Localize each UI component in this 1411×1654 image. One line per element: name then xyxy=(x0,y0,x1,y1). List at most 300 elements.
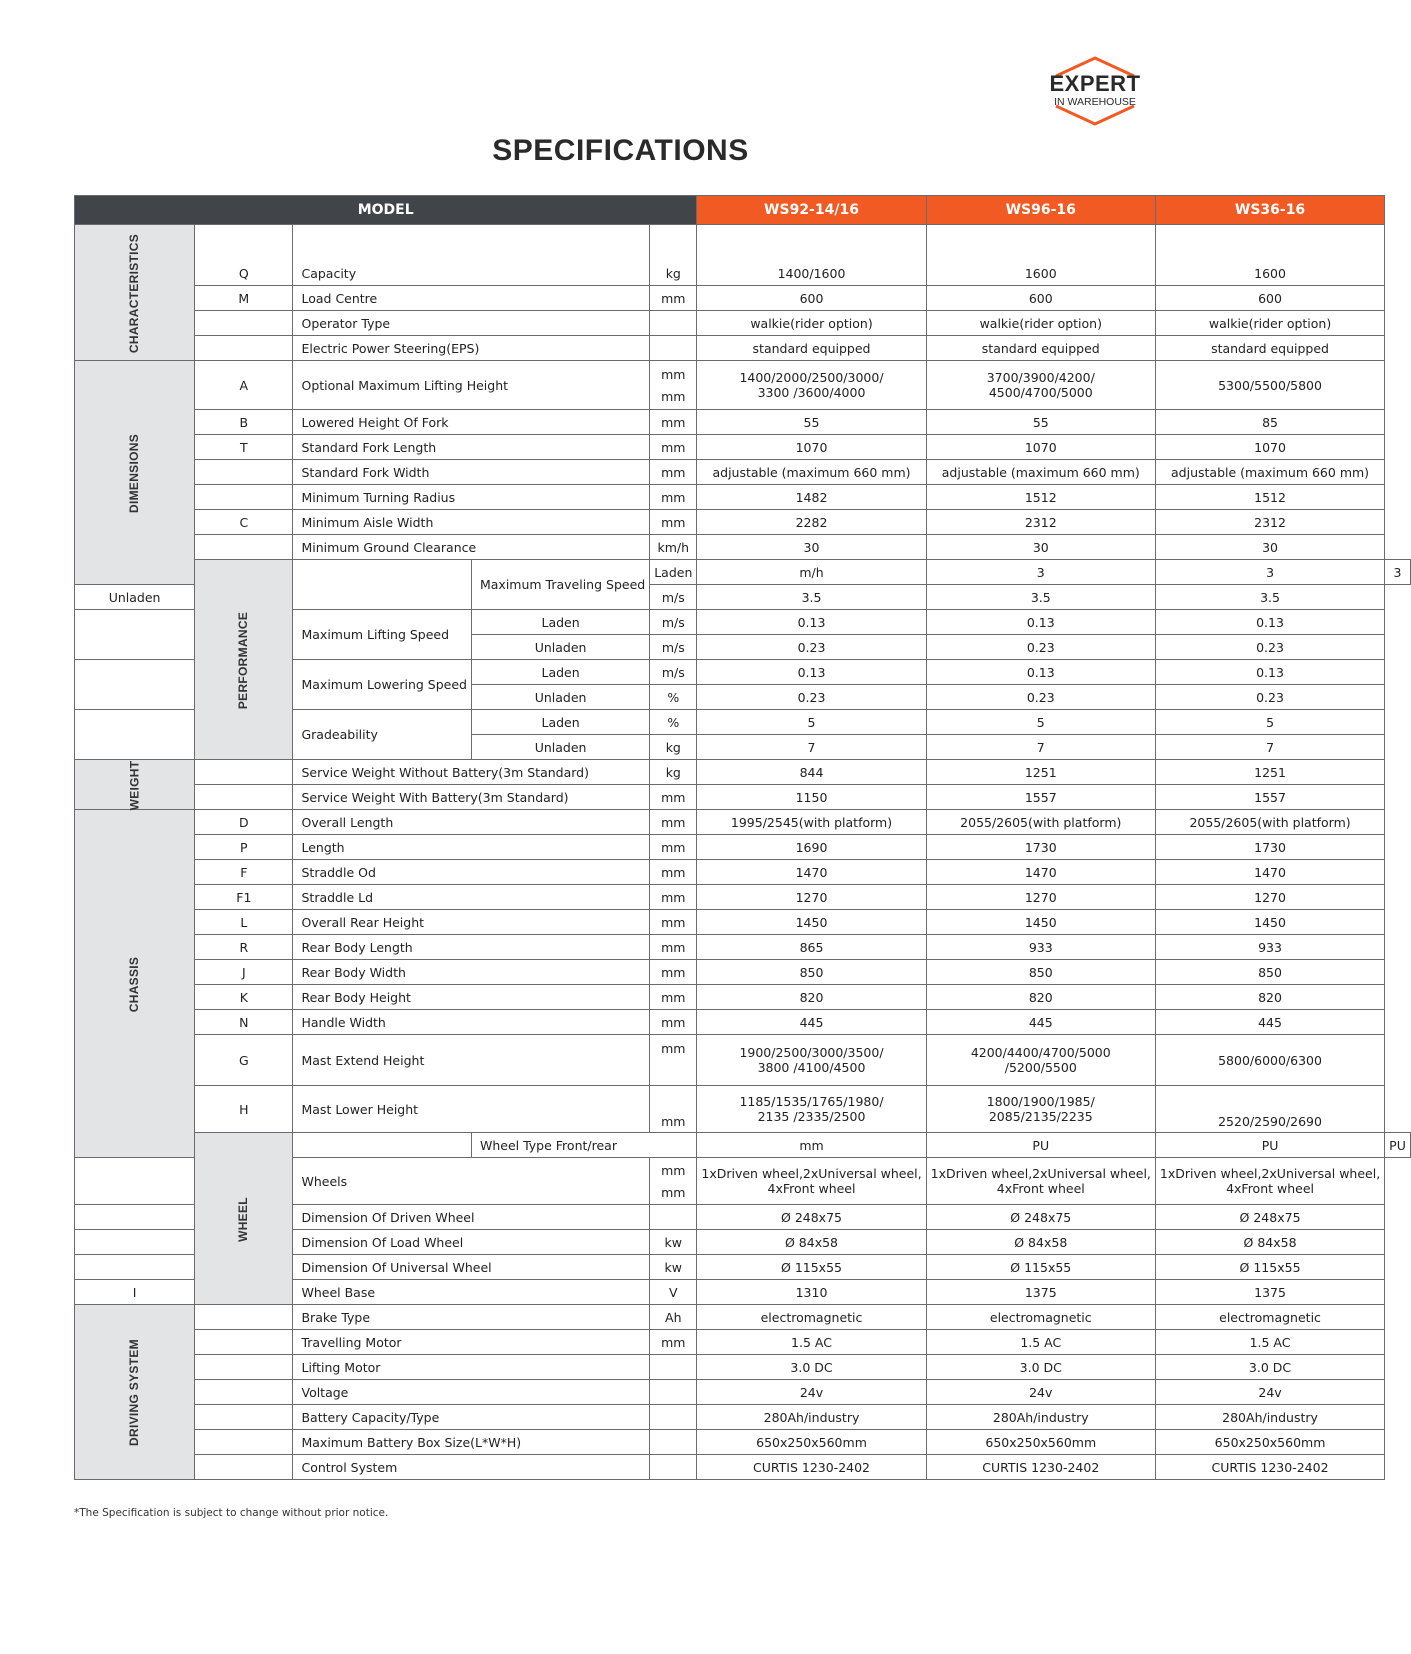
value-cell: 1270 xyxy=(1155,885,1384,910)
value-cell: 24v xyxy=(1155,1380,1384,1405)
row-code: A xyxy=(195,361,293,410)
row-unit xyxy=(650,1355,697,1380)
value-cell: Ø 115x55 xyxy=(697,1255,926,1280)
value-cell: 820 xyxy=(697,985,926,1010)
table-row xyxy=(75,835,1411,860)
table-row xyxy=(75,910,1411,935)
row-code xyxy=(195,1330,293,1355)
value-cell: 1450 xyxy=(1155,910,1384,935)
value-line: 3700/3900/4200/ xyxy=(986,370,1095,385)
category-chassis: CHASSIS xyxy=(75,810,195,1158)
row-label: Maximum Traveling Speed xyxy=(471,560,649,610)
value-cell: 24v xyxy=(926,1380,1155,1405)
row-unit xyxy=(650,311,697,336)
row-label: Overall Rear Height xyxy=(293,910,650,935)
value-cell: 0.13 xyxy=(697,610,926,635)
value-line: 1xDriven wheel,2xUniversal wheel, xyxy=(1159,1166,1381,1181)
value-cell: 844 xyxy=(697,760,926,785)
table-row xyxy=(75,1380,1411,1405)
row-code xyxy=(293,1133,472,1158)
value-cell xyxy=(926,1035,1155,1086)
value-cell: 7 xyxy=(1155,735,1384,760)
row-unit xyxy=(650,1205,697,1230)
row-sublabel: Laden xyxy=(471,660,649,685)
table-row xyxy=(75,885,1411,910)
value-cell: 1.5 AC xyxy=(926,1330,1155,1355)
value-cell: 850 xyxy=(926,960,1155,985)
row-label: Handle Width xyxy=(293,1010,650,1035)
row-label: Dimension Of Universal Wheel xyxy=(293,1255,650,1280)
row-label: Maximum Lifting Speed xyxy=(293,610,472,660)
row-label: Maximum Battery Box Size(L*W*H) xyxy=(293,1430,650,1455)
value-cell: 1995/2545(with platform) xyxy=(697,810,926,835)
value-line: 4xFront wheel xyxy=(767,1181,856,1196)
value-line: 5300/5500/5800 xyxy=(1218,377,1322,393)
row-label: Operator Type xyxy=(293,311,650,336)
value-cell: 1600 xyxy=(926,225,1155,286)
value-cell: 280Ah/industry xyxy=(1155,1405,1384,1430)
row-label: Mast Extend Height xyxy=(293,1035,650,1086)
table-row xyxy=(75,1133,1411,1158)
row-label: Wheel Type Front/rear xyxy=(471,1133,696,1158)
value-cell: 2282 xyxy=(697,510,926,535)
row-code xyxy=(293,560,472,610)
category-characteristics: CHARACTERISTICS xyxy=(75,225,195,361)
row-label: Length xyxy=(293,835,650,860)
value-cell: 865 xyxy=(697,935,926,960)
row-label: Capacity xyxy=(293,225,650,286)
specifications-table xyxy=(74,195,1411,1480)
value-cell: 0.13 xyxy=(926,660,1155,685)
row-label: Brake Type xyxy=(293,1305,650,1330)
row-code: J xyxy=(195,960,293,985)
value-cell: 600 xyxy=(1155,286,1384,311)
model-header: MODEL xyxy=(75,196,697,225)
value-cell: 0.23 xyxy=(697,685,926,710)
row-code: N xyxy=(195,1010,293,1035)
value-cell: standard equipped xyxy=(926,336,1155,361)
table-row xyxy=(75,1305,1411,1330)
value-cell: 0.23 xyxy=(926,685,1155,710)
row-code xyxy=(75,1158,195,1205)
table-row xyxy=(75,1355,1411,1380)
value-line: 4xFront wheel xyxy=(1226,1181,1315,1196)
value-cell: 1690 xyxy=(697,835,926,860)
model-ws92: WS92-14/16 xyxy=(697,196,926,225)
row-unit: mm xyxy=(650,1010,697,1035)
value-cell xyxy=(926,1086,1155,1133)
row-unit: mm xyxy=(650,286,697,311)
value-cell: 445 xyxy=(926,1010,1155,1035)
value-cell: electromagnetic xyxy=(697,1305,926,1330)
table-row xyxy=(75,435,1411,460)
table-row xyxy=(75,1455,1411,1480)
value-cell: 650x250x560mm xyxy=(697,1430,926,1455)
row-label: Wheel Base xyxy=(293,1280,650,1305)
row-unit: mm xyxy=(650,860,697,885)
row-label: Dimension Of Load Wheel xyxy=(293,1230,650,1255)
row-unit: kg xyxy=(650,760,697,785)
value-cell: 933 xyxy=(1155,935,1384,960)
value-cell: 3 xyxy=(1155,560,1384,585)
row-label: Standard Fork Width xyxy=(293,460,650,485)
value-cell: PU xyxy=(1155,1133,1384,1158)
value-cell: 85 xyxy=(1155,410,1384,435)
row-label: Voltage xyxy=(293,1380,650,1405)
value-cell: 1070 xyxy=(1155,435,1384,460)
value-cell: 1470 xyxy=(926,860,1155,885)
value-cell xyxy=(1155,1158,1384,1205)
value-line: 1800/1900/1985/ xyxy=(986,1094,1095,1109)
row-label: Lowered Height Of Fork xyxy=(293,410,650,435)
model-ws96: WS96-16 xyxy=(926,196,1155,225)
value-cell: 0.23 xyxy=(1155,635,1384,660)
value-cell: CURTIS 1230-2402 xyxy=(697,1455,926,1480)
value-cell: 1251 xyxy=(926,760,1155,785)
value-cell: 1730 xyxy=(1155,835,1384,860)
row-unit: Ah xyxy=(650,1305,697,1330)
table-row xyxy=(75,286,1411,311)
value-cell: 1270 xyxy=(697,885,926,910)
row-label: Electric Power Steering(EPS) xyxy=(293,336,650,361)
row-code: Q xyxy=(195,225,293,286)
table-row xyxy=(75,560,1411,585)
row-label: Battery Capacity/Type xyxy=(293,1405,650,1430)
row-label: Straddle Ld xyxy=(293,885,650,910)
category-dimensions: DIMENSIONS xyxy=(75,361,195,585)
value-line: /5200/5500 xyxy=(1004,1060,1077,1075)
table-row xyxy=(75,535,1411,560)
value-cell: 3 xyxy=(926,560,1155,585)
value-cell: PU xyxy=(1385,1133,1411,1158)
table-row xyxy=(75,960,1411,985)
row-code xyxy=(75,1255,195,1280)
value-cell: 1.5 AC xyxy=(697,1330,926,1355)
row-unit: m/s xyxy=(650,660,697,685)
value-cell: 1375 xyxy=(1155,1280,1384,1305)
value-line: 1185/1535/1765/1980/ xyxy=(739,1094,884,1109)
row-label: Optional Maximum Lifting Height xyxy=(293,361,650,410)
row-sublabel: Laden xyxy=(471,710,649,735)
row-code: K xyxy=(195,985,293,1010)
row-label: Overall Length xyxy=(293,810,650,835)
value-line: 4500/4700/5000 xyxy=(988,385,1093,400)
row-unit: mm xyxy=(650,785,697,810)
value-cell: 3.5 xyxy=(697,585,926,610)
table-row xyxy=(75,760,1411,785)
value-cell: 1600 xyxy=(1155,225,1384,286)
value-cell: 280Ah/industry xyxy=(697,1405,926,1430)
value-cell: standard equipped xyxy=(1155,336,1384,361)
row-unit: m/s xyxy=(650,635,697,660)
row-code xyxy=(195,785,293,810)
value-cell: 600 xyxy=(697,286,926,311)
row-code: D xyxy=(195,810,293,835)
footnote: *The Specification is subject to change without prior notice. xyxy=(74,1507,389,1519)
value-cell xyxy=(697,1086,926,1133)
value-line: 1900/2500/3000/3500/ xyxy=(739,1045,884,1060)
table-row xyxy=(75,336,1411,361)
value-line: 4xFront wheel xyxy=(996,1181,1085,1196)
table-row xyxy=(75,985,1411,1010)
row-code xyxy=(195,1430,293,1455)
value-cell: 445 xyxy=(1155,1010,1384,1035)
value-cell: walkie(rider option) xyxy=(697,311,926,336)
row-code xyxy=(75,610,195,660)
value-cell: Ø 115x55 xyxy=(1155,1255,1384,1280)
table-row xyxy=(75,935,1411,960)
value-cell: 55 xyxy=(926,410,1155,435)
row-code xyxy=(75,710,195,760)
value-cell: 2055/2605(with platform) xyxy=(1155,810,1384,835)
value-line: 2520/2590/2690 xyxy=(1218,1114,1322,1129)
row-unit: m/s xyxy=(650,610,697,635)
row-unit: mm xyxy=(697,1133,926,1158)
row-code xyxy=(195,485,293,510)
value-cell: Ø 248x75 xyxy=(697,1205,926,1230)
value-cell: 0.23 xyxy=(1155,685,1384,710)
row-unit xyxy=(650,1380,697,1405)
table-row xyxy=(75,1035,1411,1086)
row-label: Rear Body Height xyxy=(293,985,650,1010)
row-unit: kw xyxy=(650,1230,697,1255)
row-unit xyxy=(650,361,697,410)
value-line: 1400/2000/2500/3000/ xyxy=(739,370,884,385)
category-weight: WEIGHT xyxy=(75,760,195,810)
row-unit: mm xyxy=(650,1086,697,1133)
row-unit: % xyxy=(650,710,697,735)
value-cell: 0.13 xyxy=(926,610,1155,635)
value-cell: electromagnetic xyxy=(926,1305,1155,1330)
table-row xyxy=(75,1086,1411,1133)
value-cell: 3.0 DC xyxy=(697,1355,926,1380)
value-cell: 850 xyxy=(1155,960,1384,985)
row-unit: mm xyxy=(650,910,697,935)
value-cell xyxy=(926,1158,1155,1205)
table-row xyxy=(75,485,1411,510)
value-cell: 1070 xyxy=(926,435,1155,460)
value-cell: 3 xyxy=(1385,560,1411,585)
value-cell: Ø 248x75 xyxy=(926,1205,1155,1230)
row-unit: mm xyxy=(650,410,697,435)
value-line: 3300 /3600/4000 xyxy=(757,385,866,400)
value-cell: 280Ah/industry xyxy=(926,1405,1155,1430)
value-line: 1xDriven wheel,2xUniversal wheel, xyxy=(701,1166,922,1181)
row-code xyxy=(75,660,195,710)
value-cell: 820 xyxy=(1155,985,1384,1010)
row-code xyxy=(195,1380,293,1405)
row-label: Rear Body Width xyxy=(293,960,650,985)
value-cell: 5 xyxy=(697,710,926,735)
row-label: Load Centre xyxy=(293,286,650,311)
row-label: Wheels xyxy=(293,1158,650,1205)
row-code: F xyxy=(195,860,293,885)
value-cell: 1450 xyxy=(926,910,1155,935)
row-code xyxy=(195,1405,293,1430)
row-code: F1 xyxy=(195,885,293,910)
value-cell: 1251 xyxy=(1155,760,1384,785)
value-cell: 1482 xyxy=(697,485,926,510)
value-cell: walkie(rider option) xyxy=(926,311,1155,336)
value-cell: 0.23 xyxy=(926,635,1155,660)
value-cell: 1070 xyxy=(697,435,926,460)
row-unit: mm xyxy=(650,460,697,485)
value-cell: 2312 xyxy=(926,510,1155,535)
row-code: B xyxy=(195,410,293,435)
value-cell: Ø 248x75 xyxy=(1155,1205,1384,1230)
row-unit xyxy=(650,1405,697,1430)
row-label: Maximum Lowering Speed xyxy=(293,660,472,710)
row-label: Straddle Od xyxy=(293,860,650,885)
table-row xyxy=(75,1405,1411,1430)
row-code xyxy=(195,535,293,560)
value-cell: adjustable (maximum 660 mm) xyxy=(697,460,926,485)
table-row xyxy=(75,785,1411,810)
row-unit: m/h xyxy=(697,560,926,585)
category-driving-system: DRIVING SYSTEM xyxy=(75,1305,195,1480)
value-line: 2085/2135/2235 xyxy=(988,1109,1093,1124)
value-cell: 3.5 xyxy=(1155,585,1384,610)
row-unit: mm xyxy=(650,985,697,1010)
row-sublabel: Laden xyxy=(650,560,697,585)
table-row xyxy=(75,410,1411,435)
value-cell: 0.13 xyxy=(697,660,926,685)
row-label: Travelling Motor xyxy=(293,1330,650,1355)
value-line: 3800 /4100/4500 xyxy=(757,1060,866,1075)
row-label: Service Weight Without Battery(3m Standard) xyxy=(293,760,650,785)
value-cell xyxy=(697,1035,926,1086)
page-title: SPECIFICATIONS xyxy=(492,134,749,167)
value-cell: 1310 xyxy=(697,1280,926,1305)
value-cell xyxy=(1155,1086,1384,1133)
value-cell xyxy=(697,1158,926,1205)
row-sublabel: Unladen xyxy=(471,685,649,710)
header-row xyxy=(75,196,1411,225)
value-cell: Ø 84x58 xyxy=(926,1230,1155,1255)
row-code xyxy=(195,311,293,336)
row-unit: mm xyxy=(650,485,697,510)
value-cell: CURTIS 1230-2402 xyxy=(926,1455,1155,1480)
value-cell: 7 xyxy=(697,735,926,760)
value-cell: PU xyxy=(926,1133,1155,1158)
value-cell: 0.13 xyxy=(1155,660,1384,685)
table-row xyxy=(75,1330,1411,1355)
row-code: H xyxy=(195,1086,293,1133)
value-cell: Ø 84x58 xyxy=(1155,1230,1384,1255)
logo-text-tagline: IN WAREHOUSE xyxy=(1054,96,1136,108)
row-code xyxy=(195,1455,293,1480)
row-code: I xyxy=(75,1280,195,1305)
row-unit: kg xyxy=(650,225,697,286)
row-unit: km/h xyxy=(650,535,697,560)
value-cell: 30 xyxy=(1155,535,1384,560)
value-cell: 650x250x560mm xyxy=(926,1430,1155,1455)
row-code xyxy=(75,1205,195,1230)
value-cell: 600 xyxy=(926,286,1155,311)
unit-line: mm xyxy=(661,388,686,404)
value-cell: 1470 xyxy=(697,860,926,885)
logo-text-expert: EXPERT xyxy=(1049,71,1141,96)
row-label: Service Weight With Battery(3m Standard) xyxy=(293,785,650,810)
row-unit: m/s xyxy=(650,585,697,610)
value-cell: 1270 xyxy=(926,885,1155,910)
value-cell: 1730 xyxy=(926,835,1155,860)
value-cell: 1557 xyxy=(1155,785,1384,810)
row-unit xyxy=(650,336,697,361)
row-label: Standard Fork Length xyxy=(293,435,650,460)
value-cell: 1512 xyxy=(1155,485,1384,510)
value-cell: 1450 xyxy=(697,910,926,935)
row-label: Dimension Of Driven Wheel xyxy=(293,1205,650,1230)
row-label: Mast Lower Height xyxy=(293,1086,650,1133)
row-unit: mm xyxy=(650,435,697,460)
row-label: Minimum Ground Clearance xyxy=(293,535,650,560)
row-code: C xyxy=(195,510,293,535)
row-code xyxy=(75,1230,195,1255)
row-code xyxy=(195,460,293,485)
brand-logo xyxy=(1042,56,1148,126)
row-code xyxy=(195,1355,293,1380)
value-cell: Ø 115x55 xyxy=(926,1255,1155,1280)
category-performance: PERFORMANCE xyxy=(195,560,293,760)
model-ws36: WS36-16 xyxy=(1155,196,1384,225)
value-cell: 933 xyxy=(926,935,1155,960)
value-line: 5800/6000/6300 xyxy=(1218,1052,1322,1068)
value-cell: adjustable (maximum 660 mm) xyxy=(926,460,1155,485)
value-cell xyxy=(1155,1035,1384,1086)
row-label: Lifting Motor xyxy=(293,1355,650,1380)
value-cell: standard equipped xyxy=(697,336,926,361)
value-cell: CURTIS 1230-2402 xyxy=(1155,1455,1384,1480)
row-sublabel: Unladen xyxy=(471,735,649,760)
row-unit: % xyxy=(650,685,697,710)
row-unit: mm xyxy=(650,1330,697,1355)
value-cell: walkie(rider option) xyxy=(1155,311,1384,336)
row-sublabel: Unladen xyxy=(471,635,649,660)
row-unit xyxy=(650,1158,697,1205)
row-label: Rear Body Length xyxy=(293,935,650,960)
value-cell: 30 xyxy=(926,535,1155,560)
row-unit xyxy=(650,1430,697,1455)
value-cell: 3.0 DC xyxy=(926,1355,1155,1380)
value-cell: 850 xyxy=(697,960,926,985)
row-unit: mm xyxy=(650,935,697,960)
value-cell xyxy=(1155,361,1384,410)
value-cell xyxy=(926,361,1155,410)
row-label: Control System xyxy=(293,1455,650,1480)
value-cell: 30 xyxy=(697,535,926,560)
table-row xyxy=(75,860,1411,885)
row-unit: mm xyxy=(650,1035,697,1086)
value-cell: 2312 xyxy=(1155,510,1384,535)
row-code xyxy=(195,1305,293,1330)
value-cell: 1.5 AC xyxy=(1155,1330,1384,1355)
row-unit: kg xyxy=(650,735,697,760)
value-cell: 1375 xyxy=(926,1280,1155,1305)
row-code: M xyxy=(195,286,293,311)
value-cell: 820 xyxy=(926,985,1155,1010)
table-row xyxy=(75,810,1411,835)
row-code: L xyxy=(195,910,293,935)
value-line: 4200/4400/4700/5000 xyxy=(970,1045,1111,1060)
value-cell xyxy=(697,361,926,410)
value-cell: 1512 xyxy=(926,485,1155,510)
value-cell: 5 xyxy=(926,710,1155,735)
value-line: 2135 /2335/2500 xyxy=(757,1109,866,1124)
row-sublabel: Laden xyxy=(471,610,649,635)
row-unit: mm xyxy=(650,810,697,835)
value-cell: adjustable (maximum 660 mm) xyxy=(1155,460,1384,485)
